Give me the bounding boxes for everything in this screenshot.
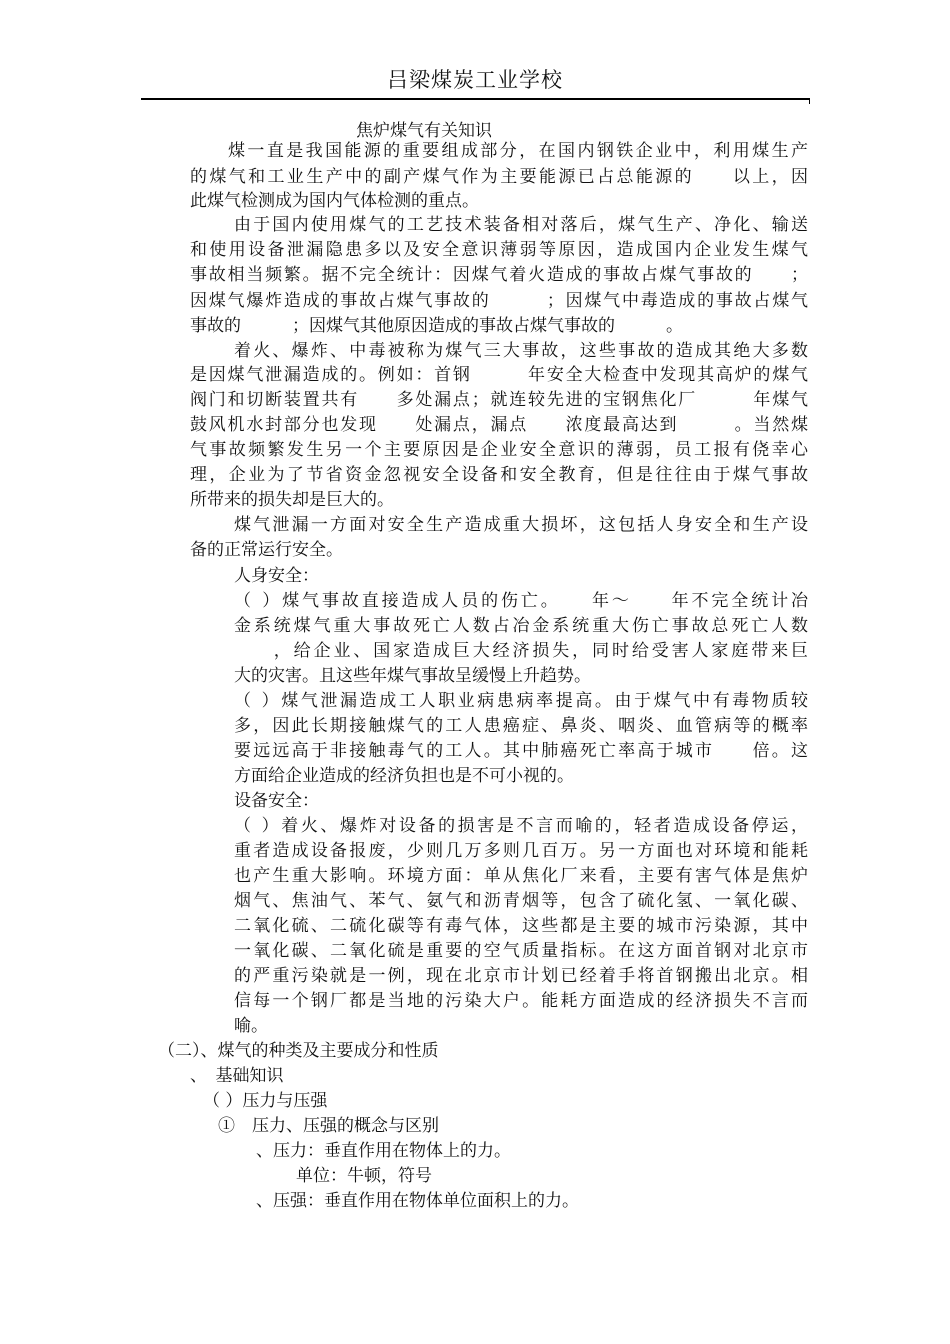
text-line: 和使用设备泄漏隐患多以及安全意识薄弱等原因，造成国内企业发生煤气 xyxy=(190,240,808,260)
text-line: 二氧化硫、二硫化碳等有毒气体，这些都是主要的城市污染源，其中 xyxy=(234,916,808,936)
text-line: 所带来的损失却是巨大的。 xyxy=(190,490,394,510)
text-line: （ ）煤气泄漏造成工人职业病患病率提高。由于煤气中有毒物质较 xyxy=(234,691,808,711)
text-line: （ ）着火、爆炸对设备的损害是不言而喻的，轻者造成设备停运， xyxy=(234,816,808,836)
text-line: 备的正常运行安全。 xyxy=(190,540,343,560)
text-line: 煤一直是我国能源的重要组成部分，在国内钢铁企业中，利用煤生产 xyxy=(228,141,808,161)
page-header: 吕梁煤炭工业学校 xyxy=(387,68,563,92)
text-line: （ ）压力与压强 xyxy=(203,1091,328,1111)
text-line: 也产生重大影响。环境方面：单从焦化厂来看，主要有害气体是焦炉 xyxy=(234,866,808,886)
text-line: 的严重污染就是一例，现在北京市计划已经着手将首钢搬出北京。相 xyxy=(234,966,808,986)
text-line: ，给企业、国家造成巨大经济损失，同时给受害人家庭带来巨 xyxy=(234,641,808,661)
text-line: 气事故频繁发生另一个主要原因是企业安全意识的薄弱，员工报有侥幸心 xyxy=(190,440,808,460)
document-title: 焦炉煤气有关知识 xyxy=(356,121,492,141)
text-line: 、压强：垂直作用在物体单位面积上的力。 xyxy=(256,1191,579,1211)
text-line: 、 基础知识 xyxy=(190,1066,284,1086)
text-line: 、压力：垂直作用在物体上的力。 xyxy=(256,1141,511,1161)
text-line: 设备安全： xyxy=(234,791,319,811)
text-line: （ ）煤气事故直接造成人员的伤亡。 年～ 年不完全统计冶 xyxy=(234,591,808,611)
text-line: （二）、煤气的种类及主要成分和性质 xyxy=(158,1041,439,1061)
text-line: 着火、爆炸、中毒被称为煤气三大事故，这些事故的造成其绝大多数 xyxy=(234,341,808,361)
text-line: 单位：牛顿，符号 xyxy=(296,1166,432,1186)
text-line: 喻。 xyxy=(234,1016,268,1036)
text-line: 此煤气检测成为国内气体检测的重点。 xyxy=(190,191,479,211)
header-rule-tick xyxy=(809,98,810,104)
text-line: 一氧化碳、二氧化硫是重要的空气质量指标。在这方面首钢对北京市 xyxy=(234,941,808,961)
text-line: 是因煤气泄漏造成的。例如：首钢 年安全大检查中发现其高炉的煤气 xyxy=(190,365,808,385)
text-line: 金系统煤气重大事故死亡人数占冶金系统重大伤亡事故总死亡人数 xyxy=(234,616,808,636)
text-line: 烟气、焦油气、苯气、氨气和沥青烟等，包含了硫化氢、一氧化碳、 xyxy=(234,891,808,911)
header-rule xyxy=(141,98,810,100)
text-line: 理，企业为了节省资金忽视安全设备和安全教育，但是往往由于煤气事故 xyxy=(190,465,808,485)
text-line: 方面给企业造成的经济负担也是不可小视的。 xyxy=(234,766,574,786)
text-line: 重者造成设备报废，少则几万多则几百万。另一方面也对环境和能耗 xyxy=(234,841,808,861)
text-line: 信每一个钢厂都是当地的污染大户。能耗方面造成的经济损失不言而 xyxy=(234,991,808,1011)
text-line: 煤气泄漏一方面对安全生产造成重大损坏，这包括人身安全和生产设 xyxy=(234,515,808,535)
text-line: 事故的 ；因煤气其他原因造成的事故占煤气事故的 。 xyxy=(190,316,683,336)
text-line: 人身安全： xyxy=(234,566,319,586)
text-line: 要远远高于非接触毒气的工人。其中肺癌死亡率高于城市 倍。这 xyxy=(234,741,808,761)
text-line: ① 压力、压强的概念与区别 xyxy=(218,1116,439,1136)
text-line: 的煤气和工业生产中的副产煤气作为主要能源已占总能源的 以上，因 xyxy=(190,167,808,187)
text-line: 大的灾害。且这些年煤气事故呈缓慢上升趋势。 xyxy=(234,666,591,686)
text-line: 多，因此长期接触煤气的工人患癌症、鼻炎、咽炎、血管病等的概率 xyxy=(234,716,808,736)
text-line: 阀门和切断装置共有 多处漏点；就连较先进的宝钢焦化厂 年煤气 xyxy=(190,390,808,410)
text-line: 由于国内使用煤气的工艺技术装备相对落后，煤气生产、净化、输送 xyxy=(234,215,808,235)
text-line: 鼓风机水封部分也发现 处漏点，漏点 浓度最高达到 。当然煤 xyxy=(190,415,808,435)
text-line: 事故相当频繁。据不完全统计：因煤气着火造成的事故占煤气事故的 ； xyxy=(190,265,808,285)
text-line: 因煤气爆炸造成的事故占煤气事故的 ；因煤气中毒造成的事故占煤气 xyxy=(190,291,808,311)
